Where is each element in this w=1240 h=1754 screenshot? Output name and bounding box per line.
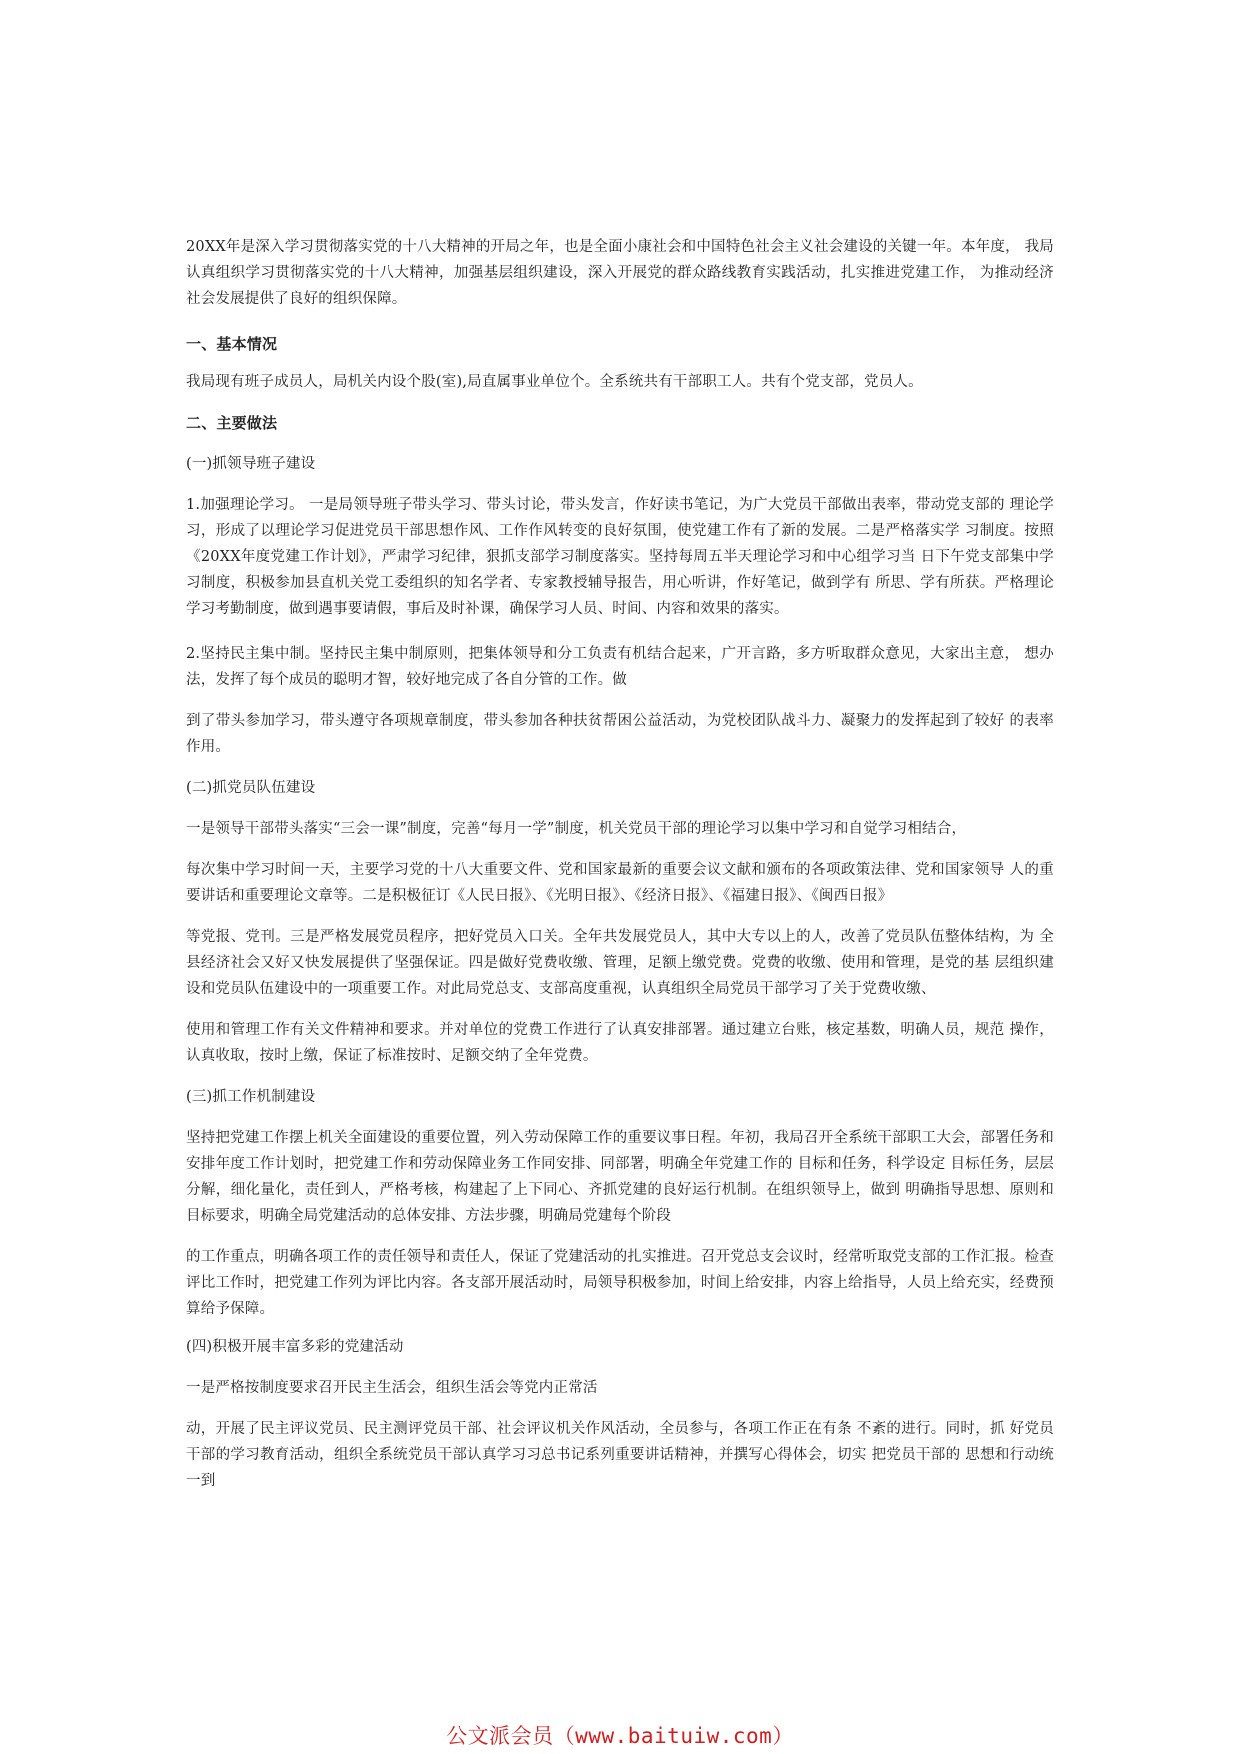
- leadership-paragraph-1: 1.加强理论学习。 一是局领导班子带头学习、带头讨论，带头发言，作好读书笔记，为广大党员干部做出表率，带动党支部的 理论学习，形成了以理论学习促进党员干部思想作风、工作作风转变的良好氛围，使党建工作有了新的发展。二是严格落实学 习制度。按照《20XX年度党建工作计划》，严肃学习纪律，狠抓支部学习制度落实。坚持每周五半天理论学习和中心组学习当 日下午党支部集中学习制度，积极参加县直机关党工委组织的知名学者、专家教授辅导报告，用心听讲，作好笔记，做到学有 所思、学有所获。严格理论学习考勤制度，做到遇事要请假，事后及时补课，确保学习人员、时间、内容和效果的落实。: [186, 497, 1054, 617]
- leadership-paragraph-2: 2.坚持民主集中制。坚持民主集中制原则，把集体领导和分工负责有机结合起来，广开言路，多方听取群众意见，大家出主意， 想办法，发挥了每个成员的聪明才智，较好地完成了各自分管的工作。做: [186, 646, 1054, 688]
- activities-paragraph-2: 动，开展了民主评议党员、民主测评党员干部、社会评议机关作风活动，全员参与，各项工作正在有条 不紊的进行。同时，抓 好党员干部的学习教育活动，组织全系统党员干部认真学习习总书记系列重要讲话精神，并撰写心得体会，切实 把党员干部的 思想和行动统一到: [186, 1421, 1054, 1489]
- mechanism-paragraph-1: 坚持把党建工作摆上机关全面建设的重要位置，列入劳动保障工作的重要议事日程。年初，我局召开全系统干部职工大会，部署任务和安排年度工作计划时，把党建工作和劳动保障业务工作同安排、同部署，明确全年党建工作的 目标和任务，科学设定 目标任务，层层分解，细化量化，责任到人，严格考核，构建起了上下同心、齐抓党建的良好运行机制。在组织领导上，做到 明确指导思想、原则和目标要求，明确全局党建活动的总体安排、方法步骤，明确局党建每个阶段: [186, 1130, 1054, 1224]
- subheading-member-building: (二)抓党员队伍建设: [186, 780, 316, 796]
- intro-paragraph: 20XX年是深入学习贯彻落实党的十八大精神的开局之年，也是全面小康社会和中国特色社会主义社会建设的关键一年。本年度， 我局认真组织学习贯彻落实党的十八大精神，加强基层组织建设，深入开展党的群众路线教育实践活动，扎实推进党建工作， 为推动经济社会发展提供了良好的组织保障。: [186, 239, 1054, 307]
- basic-situation-paragraph: 我局现有班子成员人，局机关内设个股(室),局直属事业单位个。全系统共有干部职工人。共有个党支部，党员人。: [186, 374, 923, 390]
- mechanism-paragraph-2: 的工作重点，明确各项工作的责任领导和责任人，保证了党建活动的扎实推进。召开党总支会议时，经常听取党支部的工作汇报。检查评比工作时，把党建工作列为评比内容。各支部开展活动时，局领导积极参加，时间上给安排，内容上给指导，人员上给充实，经费预算给予保障。: [186, 1249, 1054, 1317]
- member-paragraph-3: 等党报、党刊。三是严格发展党员程序，把好党员入口关。全年共发展党员人，其中大专以上的人，改善了党员队伍整体结构，为 全县经济社会又好又快发展提供了坚强保证。四是做好党费收缴、管理，足额上缴党费。党费的收缴、使用和管理，是党的基 层组织建设和党员队伍建设中的一项重要工作。对此局党总支、支部高度重视，认真组织全局党员干部学习了关于党费收缴、: [186, 929, 1054, 997]
- member-paragraph-1: 一是领导干部带头落实“三会一课”制度，完善“每月一学”制度，机关党员干部的理论学习以集中学习和自觉学习相结合，: [186, 821, 967, 837]
- activities-paragraph-1: 一是严格按制度要求召开民主生活会，组织生活会等党内正常活: [186, 1380, 598, 1396]
- section-heading-basic-situation: 一、基本情况: [186, 335, 278, 353]
- subheading-party-activities: (四)积极开展丰富多彩的党建活动: [186, 1339, 404, 1355]
- member-paragraph-2: 每次集中学习时间一天，主要学习党的十八大重要文件、党和国家最新的重要会议文献和颁布的各项政策法律、党和国家领导 人的重要讲话和重要理论文章等。二是积极征订《人民日报》、《光明日报》、《经济日报》、《福建日报》、《闽西日报》: [186, 862, 1054, 904]
- subheading-leadership-building: (一)抓领导班子建设: [186, 456, 316, 472]
- subheading-mechanism-building: (三)抓工作机制建设: [186, 1089, 316, 1105]
- document-body: [186, 234, 1054, 1494]
- footer-watermark-link[interactable]: 公文派会员（www.baituiw.com）: [446, 1724, 794, 1748]
- leadership-paragraph-3: 到了带头参加学习，带头遵守各项规章制度，带头参加各种扶贫帮困公益活动，为党校团队战斗力、凝聚力的发挥起到了较好 的表率作用。: [186, 713, 1054, 755]
- section-heading-main-practices: 二、主要做法: [186, 414, 278, 432]
- member-paragraph-4: 使用和管理工作有关文件精神和要求。并对单位的党费工作进行了认真安排部署。通过建立台账，核定基数，明确人员，规范 操作，认真收取，按时上缴，保证了标准按时、足额交纳了全年党费。: [186, 1022, 1054, 1064]
